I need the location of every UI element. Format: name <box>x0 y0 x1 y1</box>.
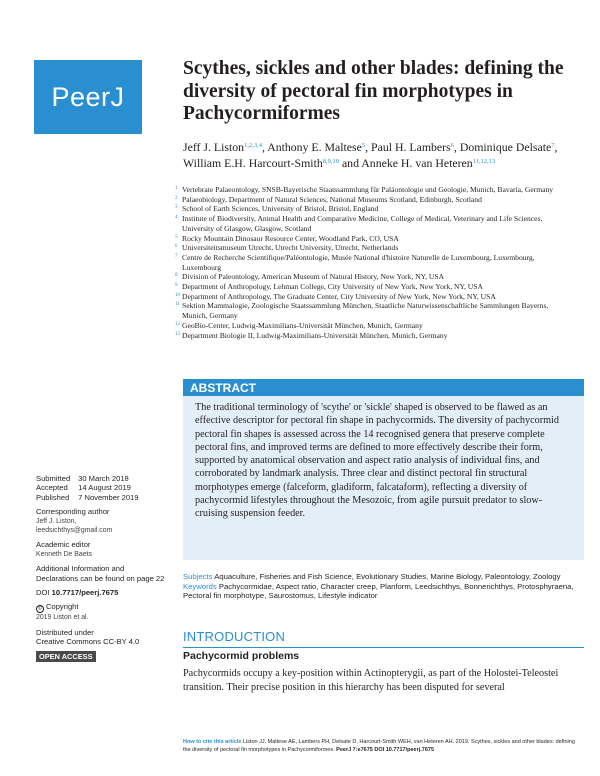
article-info-sidebar <box>36 474 166 662</box>
abstract-text: The traditional terminology of 'scythe' or 'sickle' shaped is observed to be flawed as an effective descriptor for pectoral fin shape in pachycormids. The diversity of pachycormid pectoral fin shapes is assessed across the 14 recognised genera that preserve complete pectoral fins, and improved terms are defined to more effectively describe their form, supported by anatomical observation and aspect ratio analysis of individual fins, and corroborated by landmark analysis. Three clear and distinct pectoral fin structural morphotypes emerge (falceform, gladiform, falcataform), reflecting a diversity of pachycormid lifestyles throughout the Mesozoic, from agile pursuit predator to slow-cruising suspension feeder. <box>195 402 559 520</box>
affiliation-number: 7 <box>175 253 178 259</box>
published-date: 7 November 2019 <box>78 492 139 502</box>
keywords-row <box>183 582 584 601</box>
keywords-label: Keywords <box>183 581 217 591</box>
distributed-label: Distributed under <box>36 627 94 637</box>
copyright-icon: © <box>36 605 44 613</box>
affiliation-text: Vertebrate Palaeontology, SNSB-Bayerische Staatssammlung für Paläontologie und Geologie, Munich, Bavaria, Germany <box>182 185 554 194</box>
affiliation-item <box>175 243 575 253</box>
affiliation-item <box>175 234 575 244</box>
affiliation-text: Department of Anthropology, The Graduate Center, City University of New York, New York, NY, USA <box>182 291 496 301</box>
author-name: William E.H. Harcourt-Smith <box>183 155 323 170</box>
copyright-holder: 2019 Liston et al. <box>36 614 89 622</box>
affiliation-text: Institute of Biodiversity, Animal Health and Comparative Medicine, College of Medical, Veterinary and Life Sciences, University of Glasgow, Glasgow, Scotland <box>182 214 543 233</box>
affiliation-number: 2 <box>175 195 178 201</box>
cite-label: How to cite this article <box>183 739 242 745</box>
author-affiliation-marker: 6 <box>450 142 454 149</box>
affiliation-number: 13 <box>175 331 180 337</box>
affiliation-number: 3 <box>175 205 178 211</box>
author-separator: , <box>554 140 558 154</box>
affiliation-number: 6 <box>175 244 178 250</box>
affiliation-item <box>175 253 575 272</box>
abstract-body <box>183 396 584 560</box>
affiliation-text: Division of Paleontology, American Museum of Natural History, New York, NY, USA <box>182 272 445 282</box>
logo-text: PeerJ <box>51 81 125 112</box>
affiliation-text: Rocky Mountain Dinosaur Resource Center, Woodland Park, CO, USA <box>182 233 399 243</box>
affiliation-text: Universiteitsmuseum Utrecht, Utrecht University, Utrecht, Netherlands <box>182 243 399 253</box>
affiliation-item <box>175 214 575 233</box>
affiliation-item <box>175 292 575 302</box>
corresponding-author-label: Corresponding author <box>36 507 110 517</box>
affiliation-item <box>175 185 575 195</box>
affiliation-text: Department Biologie II, Ludwig-Maximilians-Universität München, Munich, Germany <box>182 330 448 340</box>
academic-editor-label: Academic editor <box>36 540 91 550</box>
author-name: Jeff J. Liston <box>183 140 245 154</box>
affiliation-text: Department of Anthropology, Lehman College, City University of New York, New York, NY, USA <box>182 282 483 292</box>
abstract-heading: ABSTRACT <box>190 381 256 395</box>
author-name: Anneke H. van Heteren <box>361 155 473 170</box>
author-affiliation-marker: 11,12,13 <box>472 157 496 165</box>
affiliation-item <box>175 331 575 341</box>
affiliation-text: School of Earth Sciences, University of Bristol, Bristol, England <box>182 204 379 214</box>
author-affiliation-marker: 7 <box>551 142 555 149</box>
introduction-heading: INTRODUCTION <box>183 629 286 644</box>
introduction-rule <box>183 647 584 648</box>
author-separator: and <box>339 155 362 170</box>
submitted-date: 30 March 2018 <box>78 474 129 483</box>
affiliation-text: GeoBio-Center, Ludwig-Maximilians-Universität München, Munich, Germany <box>182 320 423 330</box>
author-affiliation-marker: 1,2,3,4 <box>244 142 262 149</box>
author-name: Paul H. Lambers <box>371 140 451 154</box>
article-title: Scythes, sickles and other blades: defining the diversity of pectoral fin morphotypes in Pachycormiformes <box>183 58 564 124</box>
affiliation-number: 1 <box>175 186 178 191</box>
cite-text: Liston JJ, Maltese AE, Lambers PH, Delsate D, Harcourt-Smith WEH, van Heteren AH. 2019. Scythes, sickles and other blades: defining the diversity of pectoral fin morphotypes in Pachycormiformes. <box>183 739 575 753</box>
academic-editor-name: Kenneth De Baets <box>36 550 92 558</box>
citation-footer <box>183 739 584 754</box>
license-link[interactable]: Creative Commons CC-BY 4.0 <box>36 637 140 647</box>
corresponding-author-email[interactable]: leedsichthys@gmail.com <box>36 527 113 535</box>
affiliation-list <box>175 185 575 340</box>
author-name: Anthony E. Maltese <box>267 140 362 154</box>
author-affiliation-marker: 8,9,10 <box>322 157 339 165</box>
affiliation-text: Sektion Mammalogie, Zoologische Staatssammlung München, Staatliche Naturwissenschaftliche Sammlungen Bayerns, Munich, Germany <box>182 301 549 321</box>
author-affiliation-marker: 5 <box>361 142 366 149</box>
doi-link[interactable]: 10.7717/peerj.7675 <box>51 588 119 598</box>
accepted-row: Accepted 14 August 2019 <box>36 483 131 493</box>
additional-info-note[interactable]: Additional Information and Declarations can be found on page 22 <box>36 564 165 583</box>
open-access-badge: OPEN ACCESS <box>36 651 96 662</box>
section-subheading: Pachycormid problems <box>183 650 300 662</box>
author-list <box>183 139 583 170</box>
affiliation-item <box>175 204 575 214</box>
author-name: Dominique Delsate <box>459 140 552 154</box>
subjects-row <box>183 572 584 582</box>
author-separator: , <box>453 140 460 154</box>
author-separator: , <box>261 140 268 154</box>
affiliation-number: 12 <box>175 321 180 327</box>
cite-ref: PeerJ 7:e7675 DOI 10.7717/peerj.7675 <box>336 746 435 753</box>
affiliation-item <box>175 321 575 331</box>
affiliation-number: 5 <box>175 234 178 240</box>
affiliation-item <box>175 301 575 320</box>
affiliation-number: 11 <box>175 302 180 308</box>
subjects-text: Aquaculture, Fisheries and Fish Science, Evolutionary Studies, Marine Biology, Paleontology, Zoology <box>214 572 561 581</box>
published-row: Published 7 November 2019 <box>36 492 139 502</box>
abstract-heading-bar <box>183 379 584 396</box>
peerj-logo <box>34 60 142 134</box>
affiliation-number: 4 <box>175 215 178 221</box>
accepted-date: 14 August 2019 <box>78 483 131 493</box>
subjects-label: Subjects <box>183 572 213 581</box>
subjects-keywords <box>183 572 584 601</box>
submitted-row: Submitted 30 March 2018 <box>36 474 129 483</box>
affiliation-item <box>175 272 575 282</box>
affiliation-number: 8 <box>175 273 178 279</box>
affiliation-item <box>175 195 575 205</box>
affiliation-text: Palaeobiology, Department of Natural Sciences, National Museums Scotland, Edinburgh, Scotland <box>182 194 482 204</box>
affiliation-number: 9 <box>175 283 178 289</box>
affiliation-item <box>175 282 575 292</box>
affiliation-text: Centre de Recherche Scientifique/Paléontologie, Musée National d'histoire Naturelle de Luxembourg, Luxembourg, Luxembourg <box>182 252 535 272</box>
affiliation-number: 10 <box>175 292 180 298</box>
author-separator: , <box>365 140 372 154</box>
introduction-text: Pachycormids occupy a key-position within Actinopterygii, as part of the Holostei-Teleostei transition. Their precise position in this hierarchy has been disputed for several <box>183 668 559 693</box>
copyright-row: © Copyright <box>36 602 166 613</box>
doi-row: DOI 10.7717/peerj.7675 <box>36 588 119 598</box>
keywords-text: Pachycormidae, Aspect ratio, Character creep, Planform, Leedsichthys, Bonnerichthys, Protosphyraena, Pectoral fin morphotype, Saurostomus, Lifestyle indicator <box>183 581 574 601</box>
corresponding-author-name: Jeff J. Liston, <box>36 517 77 525</box>
